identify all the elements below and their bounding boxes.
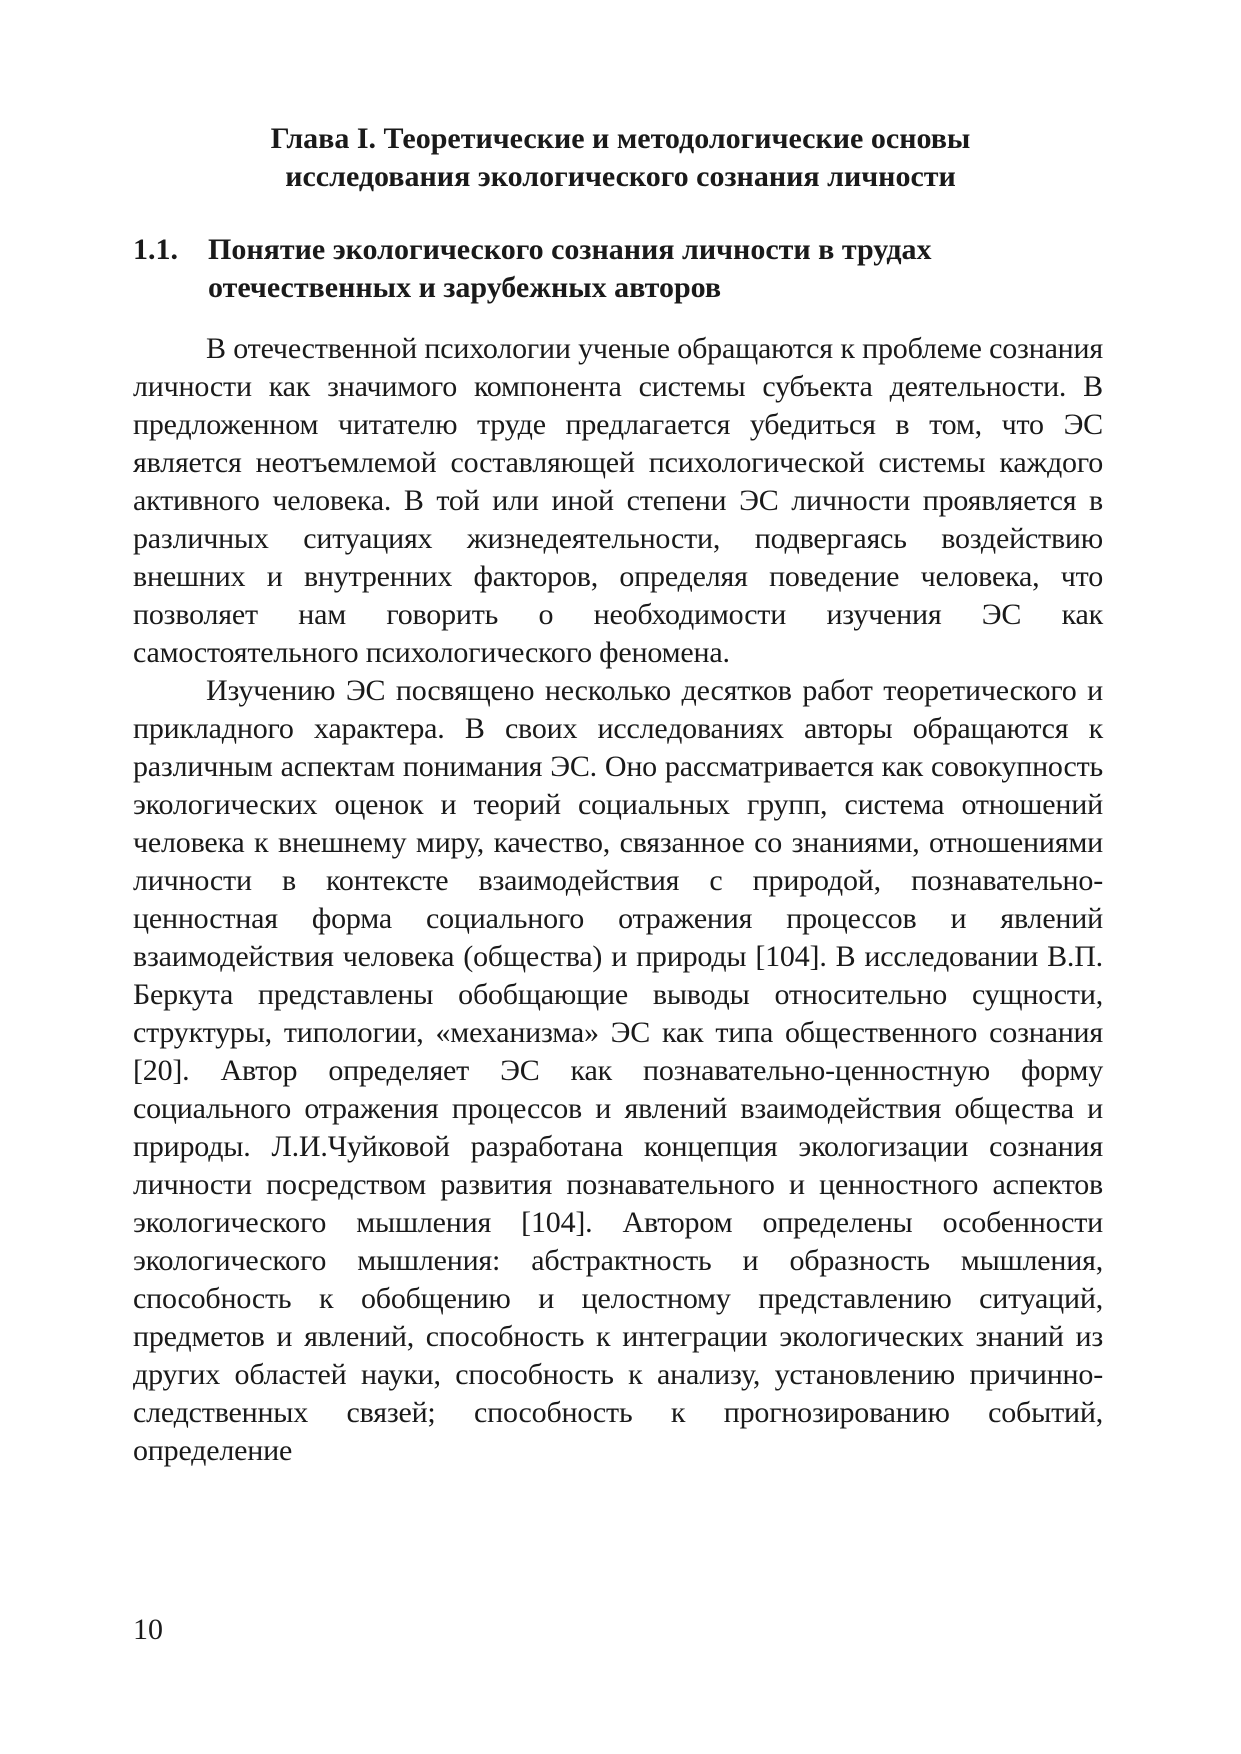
section-title: Понятие экологического сознания личности в трудах отечественных и зарубежных авторов: [208, 233, 932, 304]
section-number: 1.1.: [133, 233, 178, 266]
paragraph-1: В отечественной психологии ученые обращаются к проблеме сознания личности как значимого компонента системы субъекта деятельности. В предложенном читателю труде предлагается убедиться в том, что ЭС является неотъемлемой составляющей психологической системы каждого активного человека. В той или иной степени ЭС личности проявляется в различных ситуациях жизнедеятельности, подвергаясь воздействию внешних и внутренних факторов, определяя поведение человека, что позволяет нам говорить о необходимости изучения ЭС как самостоятельного психологического феномена.: [133, 332, 1103, 669]
chapter-title: [130, 120, 1111, 196]
chapter-title-line-1: Глава I. Теоретические и методологические основы: [270, 122, 971, 155]
chapter-title-line-2: исследования экологического сознания личности: [285, 160, 956, 193]
paragraph-2: Изучению ЭС посвящено несколько десятков работ теоретического и прикладного характера. В своих исследованиях авторы обращаются к различным аспектам понимания ЭС. Оно рассматривается как совокупность экологических оценок и теорий социальных групп, система отношений человека к внешнему миру, качество, связанное со знаниями, отношениями личности в контексте взаимодействия с природой, познавательно-ценностная форма социального отражения процессов и явлений взаимодействия человека (общества) и природы [104]. В исследовании В.П. Беркута представлены обобщающие выводы относительно сущности, структуры, типологии, «механизма» ЭС как типа общественного сознания [20]. Автор определяет ЭС как познавательно-ценностную форму социального отражения процессов и явлений взаимодействия общества и природы. Л.И.Чуйковой разработана концепция экологизации сознания личности посредством развития познавательного и ценностного аспектов экологического мышления [104]. Автором определены особенности экологического мышления: абстрактность и образность мышления, способность к обобщению и целостному представлению ситуаций, предметов и явлений, способность к интеграции экологических знаний из других областей науки, способность к анализу, установлению причинно-следственных связей; способность к прогнозированию событий, определение: [133, 674, 1103, 1467]
page-number: 10: [133, 1613, 163, 1646]
body-text: [133, 330, 1103, 1470]
